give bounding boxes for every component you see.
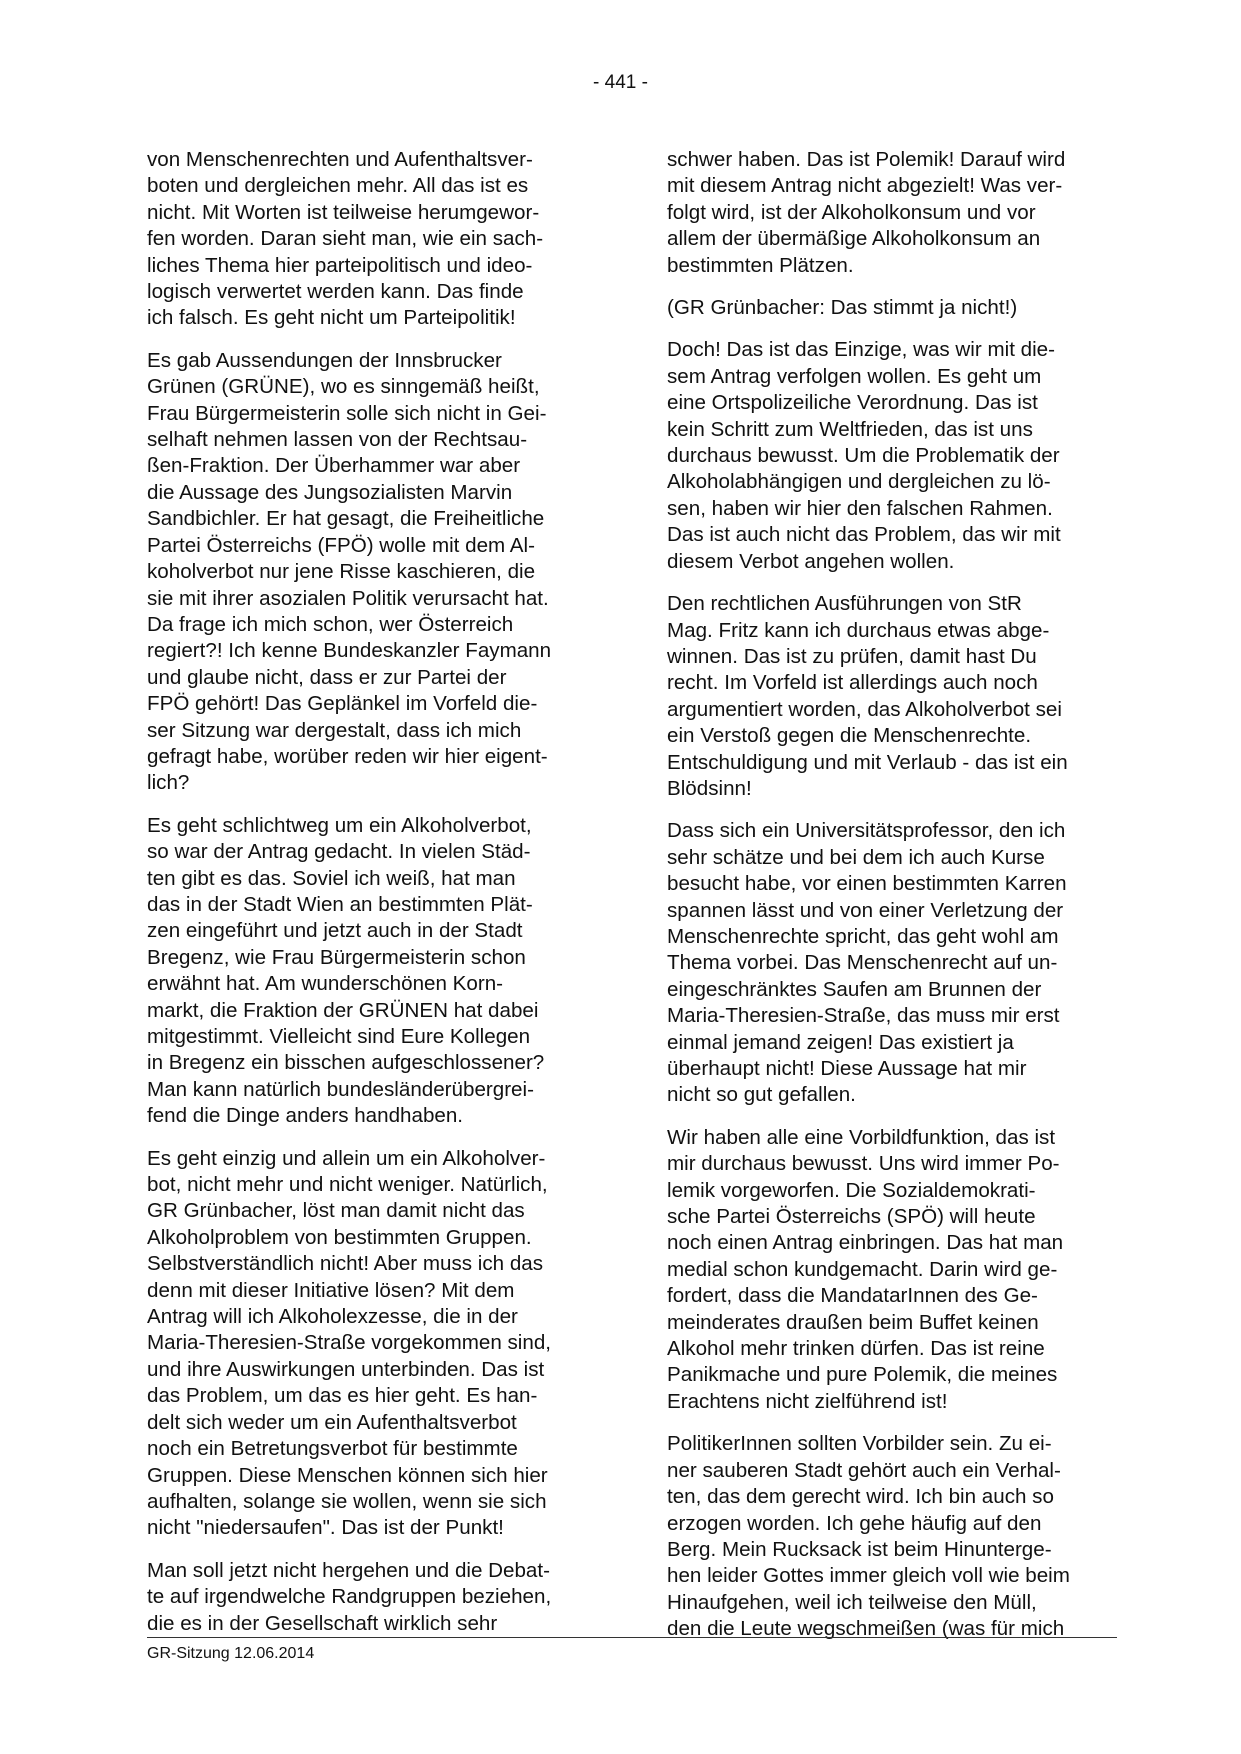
paragraph: Doch! Das ist das Einzige, was wir mit die- sem Antrag verfolgen wollen. Es geht um eine Ortspolizeiliche Verordnung. Das ist kein Schritt zum Weltfrieden, das ist uns durchaus bewusst. Um die Problematik der Alkoholabhängigen und dergleichen zu lö- sen, haben wir hier den falschen Rahmen. Das ist auch nicht das Problem, das wir mit diesem Verbot angehen wollen.: [667, 338, 1061, 573]
paragraph: schwer haben. Das ist Polemik! Darauf wird mit diesem Antrag nicht abgezielt! Was ver- folgt wird, ist der Alkoholkonsum und vor allem der übermäßige Alkoholkonsum an bestimmten Plätzen.: [667, 148, 1066, 277]
paragraph: PolitikerInnen sollten Vorbilder sein. Zu ei- ner sauberen Stadt gehört auch ein Verhal- ten, das dem gerecht wird. Ich bin auch so erzogen worden. Ich gehe häufig auf den Berg. Mein Rucksack ist beim Hinunterge- hen leider Gottes immer gleich voll wie beim Hinaufgehen, weil ich teilweise den Müll, den die Leute wegschmeißen (was für mich: [667, 1432, 1070, 1641]
paragraph: Wir haben alle eine Vorbildfunktion, das ist mir durchaus bewusst. Uns wird immer Po- lemik vorgeworfen. Die Sozialdemokrati- sche Partei Österreichs (SPÖ) will heute noch einen Antrag einbringen. Das hat man medial schon kundgemacht. Darin wird ge- fordert, dass die MandatarInnen des Ge- meinderates draußen beim Buffet keinen Alkohol mehr trinken dürfen. Das ist reine Panikmache und pure Polemik, die meines Erachtens nicht zielführend ist!: [667, 1125, 1064, 1413]
page-number: - 441 -: [593, 72, 648, 93]
paragraph: Es gab Aussendungen der Innsbrucker Grünen (GRÜNE), wo es sinngemäß heißt, Frau Bürgermeisterin solle sich nicht in Gei- selhaft nehmen lassen von der Rechtsau- ßen-Fraktion. Der Überhammer war aber die Aussage des Jungsozialisten Marvin Sandbichler. Er hat gesagt, die Freiheitliche Partei Österreichs (FPÖ) wolle mit dem Al- koholverbot nur jene Risse kaschieren, die sie mit ihrer asozialen Politik verursacht hat. Da frage ich mich schon, wer Österreich regiert?! Ich kenne Bundeskanzler Faymann und glaube nicht, dass er zur Partei der FPÖ gehört! Das Geplänkel im Vorfeld die- ser Sitzung war dergestalt, dass ich mich gefragt habe, worüber reden wir hier eigent- lich?: [147, 348, 552, 795]
paragraph: von Menschenrechten und Aufenthaltsver- boten und dergleichen mehr. All das ist es nicht. Mit Worten ist teilweise herumgewor- fen worden. Daran sieht man, wie ein sach- liches Thema hier parteipolitisch und ideo- logisch verwertet werden kann. Das finde ich falsch. Es geht nicht um Parteipolitik!: [147, 148, 544, 330]
footer-session-date: GR-Sitzung 12.06.2014: [147, 1645, 315, 1662]
left-column: [147, 147, 592, 1653]
paragraph: (GR Grünbacher: Das stimmt ja nicht!): [667, 296, 1018, 320]
paragraph: Den rechtlichen Ausführungen von StR Mag. Fritz kann ich durchaus etwas abge- winnen. Das ist zu prüfen, damit hast Du recht. Im Vorfeld ist allerdings auch noch argumentiert worden, das Alkoholverbot sei ein Verstoß gegen die Menschenrechte. Entschuldigung und mit Verlaub - das ist ein Blödsinn!: [667, 592, 1068, 800]
right-column: [667, 147, 1112, 1659]
footer-divider: [147, 1637, 1117, 1638]
paragraph: Es geht schlichtweg um ein Alkoholverbot, so war der Antrag gedacht. In vielen Städ- ten gibt es das. Soviel ich weiß, hat man das in der Stadt Wien an bestimmten Plät- zen eingeführt und jetzt auch in der Stadt Bregenz, wie Frau Bürgermeisterin schon erwähnt hat. Am wunderschönen Korn- markt, die Fraktion der GRÜNEN hat dabei mitgestimmt. Vielleicht sind Eure Kollegen in Bregenz ein bisschen aufgeschlossener? Man kann natürlich bundesländerübergrei- fend die Dinge anders handhaben.: [147, 813, 545, 1128]
paragraph: Es geht einzig und allein um ein Alkoholver- bot, nicht mehr und nicht weniger. Natürlich, GR Grünbacher, löst man damit nicht das Alkoholproblem von bestimmten Gruppen. Selbstverständlich nicht! Aber muss ich das denn mit dieser Initiative lösen? Mit dem Antrag will ich Alkoholexzesse, die in der Maria-Theresien-Straße vorgekommen sind, und ihre Auswirkungen unterbinden. Das ist das Problem, um das es hier geht. Es han- delt sich weder um ein Aufenthaltsverbot noch ein Betretungsverbot für bestimmte Gruppen. Diese Menschen können sich hier aufhalten, solange sie wollen, wenn sie sich nicht "niedersaufen". Das ist der Punkt!: [147, 1146, 552, 1540]
paragraph: Man soll jetzt nicht hergehen und die Debat- te auf irgendwelche Randgruppen beziehen, die es in der Gesellschaft wirklich sehr: [147, 1558, 552, 1635]
paragraph: Dass sich ein Universitätsprofessor, den ich sehr schätze und bei dem ich auch Kurse besucht habe, vor einen bestimmten Karren spannen lässt und von einer Verletzung der Menschenrechte spricht, das geht wohl am Thema vorbei. Das Menschenrecht auf un- eingeschränktes Saufen am Brunnen der Maria-Theresien-Straße, das muss mir erst einmal jemand zeigen! Das existiert ja überhaupt nicht! Diese Aussage hat mir nicht so gut gefallen.: [667, 819, 1067, 1107]
